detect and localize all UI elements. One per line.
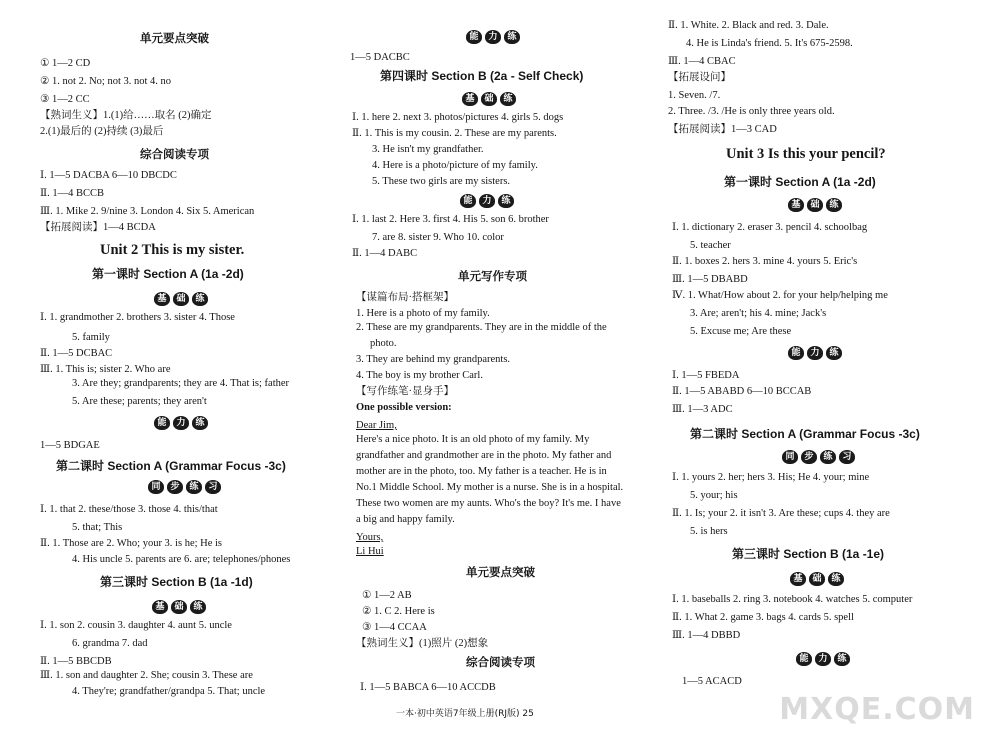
badge-char: 础 (481, 92, 497, 106)
col3-line: 5. your; his (690, 490, 738, 501)
col3-line: Ⅰ. 1. baseballs 2. ring 3. notebook 4. watches 5. computer (672, 594, 913, 605)
section-badge (462, 92, 516, 106)
col3-line: Ⅱ. 1—5 ABABD 6—10 BCCAB (672, 386, 812, 397)
col1-line: 【熟词生义】1.(1)给……取名 (2)确定 (40, 110, 212, 121)
page-footer: 一本·初中英语7年级上册(RJ版) 25 (396, 709, 534, 719)
badge-char: 步 (801, 450, 817, 464)
col3-line: Ⅲ. 1—4 CBAC (668, 56, 736, 67)
col1-line: Ⅲ. 1. Mike 2. 9/nine 3. London 4. Six 5. American (40, 206, 255, 217)
col1-line: Unit 2 This is my sister. (100, 242, 245, 258)
badge-char: 础 (173, 292, 189, 306)
col1-line: 4. They're; grandfather/grandpa 5. That; uncle (72, 686, 266, 697)
col2-line: Here's a nice photo. It is an old photo of my family. My (356, 434, 590, 445)
badge-char: 基 (788, 198, 804, 212)
col2-line: grandfather and grandmother are in the photo. My father and (356, 450, 612, 461)
col1-line: 6. grandma 7. dad (72, 638, 148, 649)
col3-line: 1. Seven. /7. (668, 90, 721, 101)
col3-line: Ⅲ. 1—3 ADC (672, 404, 733, 415)
col2-line: 综合阅读专项 (466, 655, 535, 669)
col2-line: Ⅱ. 1. This is my cousin. 2. These are my parents. (352, 128, 557, 139)
section-badge (148, 480, 221, 494)
col1-line: ② 1. not 2. No; not 3. not 4. no (40, 76, 172, 87)
badge-char: 力 (807, 346, 823, 360)
badge-char: 础 (807, 198, 823, 212)
col2-line: 2. These are my grandparents. They are in the middle of the (356, 322, 607, 333)
col1-line: Ⅲ. 1. son and daughter 2. She; cousin 3. These are (40, 670, 253, 681)
col1-line: 5. that; This (72, 522, 123, 533)
col2-line: Ⅰ. 1. last 2. Here 3. first 4. His 5. son 6. brother (352, 214, 549, 225)
col3-line: 第一课时 Section A (1a -2d) (724, 175, 876, 189)
col2-line: 5. These two girls are my sisters. (372, 176, 511, 187)
col3-line: Unit 3 Is this your pencil? (726, 146, 886, 162)
section-badge (466, 30, 520, 44)
col3-line: Ⅲ. 1—5 DBABD (672, 274, 748, 285)
col2-line: ① 1—2 AB (362, 590, 412, 601)
badge-char: 练 (820, 450, 836, 464)
section-badge (154, 416, 208, 430)
col2-line: 7. are 8. sister 9. Who 10. color (372, 232, 504, 243)
col3-line: Ⅰ. 1. dictionary 2. eraser 3. pencil 4. schoolbag (672, 222, 868, 233)
col3-line: Ⅰ. 1. yours 2. her; hers 3. His; He 4. your; mine (672, 472, 870, 483)
col1-line: Ⅱ. 1—5 DCBAC (40, 348, 113, 359)
badge-char: 力 (815, 652, 831, 666)
badge-char: 练 (826, 346, 842, 360)
col1-line: 5. Are these; parents; they aren't (72, 396, 207, 407)
col1-line: Ⅱ. 1—5 BBCDB (40, 656, 112, 667)
col2-line: No.1 Middle School. My mother is a nurse. She is in a hospital. (356, 482, 624, 493)
badge-char: 基 (152, 600, 168, 614)
col2-line: Ⅰ. 1—5 BABCA 6—10 ACCDB (360, 682, 496, 693)
col3-line: 第二课时 Section A (Grammar Focus -3c) (690, 427, 920, 441)
col1-line: 5. family (72, 332, 110, 343)
badge-char: 基 (154, 292, 170, 306)
col3-line: 3. Are; aren't; his 4. mine; Jack's (690, 308, 827, 319)
col1-line: Ⅱ. 1—4 BCCB (40, 188, 105, 199)
col1-line: 3. Are they; grandparents; they are 4. That is; father (72, 378, 290, 389)
badge-char: 基 (462, 92, 478, 106)
badge-char: 练 (192, 416, 208, 430)
col1-line: Ⅰ. 1—5 DACBA 6—10 DBCDC (40, 170, 177, 181)
col2-line: photo. (370, 338, 397, 349)
col2-line: 1—5 DACBC (350, 52, 410, 63)
badge-char: 同 (782, 450, 798, 464)
col3-line: 5. Excuse me; Are these (690, 326, 792, 337)
badge-char: 力 (485, 30, 501, 44)
col3-line: 5. is hers (690, 526, 728, 537)
section-badge (782, 450, 855, 464)
col2-line: These two women are my aunts. Who's the boy? It's me. I have (356, 498, 621, 509)
col3-line: 【拓展阅读】1—3 CAD (668, 124, 777, 135)
badge-char: 能 (796, 652, 812, 666)
col3-line: 5. teacher (690, 240, 731, 251)
badge-char: 基 (790, 572, 806, 586)
col3-line: Ⅱ. 1. boxes 2. hers 3. mine 4. yours 5. Eric's (672, 256, 858, 267)
section-badge (152, 600, 206, 614)
col2-line: 单元写作专项 (458, 269, 527, 283)
col1-line: 第二课时 Section A (Grammar Focus -3c) (56, 459, 286, 473)
badge-char: 练 (498, 194, 514, 208)
badge-char: 力 (173, 416, 189, 430)
badge-char: 练 (190, 600, 206, 614)
badge-char: 练 (826, 198, 842, 212)
badge-char: 练 (504, 30, 520, 44)
section-badge (460, 194, 514, 208)
col2-line: 单元要点突破 (466, 565, 535, 579)
section-badge (154, 292, 208, 306)
col2-line: Dear Jim, (356, 420, 397, 431)
badge-char: 力 (479, 194, 495, 208)
col2-line: 【写作练笔·显身手】 (356, 386, 454, 397)
col2-line: a big and happy family. (356, 514, 455, 525)
badge-char: 步 (167, 480, 183, 494)
col2-line: 3. They are behind my grandparents. (356, 354, 511, 365)
badge-char: 练 (828, 572, 844, 586)
badge-char: 能 (460, 194, 476, 208)
col2-line: 第四课时 Section B (2a - Self Check) (380, 69, 584, 83)
col1-line: 2.(1)最后的 (2)持续 (3)最后 (40, 126, 164, 137)
col1-line: 单元要点突破 (140, 31, 209, 45)
section-badge (796, 652, 850, 666)
col3-line: 2. Three. /3. /He is only three years old. (668, 106, 835, 117)
col3-line: 1—5 ACACD (682, 676, 742, 687)
col2-line: 1. Here is a photo of my family. (356, 308, 490, 319)
col2-line: mother are in the photo, too. My father is a teacher. He is in (356, 466, 607, 477)
section-badge (788, 198, 842, 212)
col3-line: Ⅱ. 1. Is; your 2. it isn't 3. Are these; cups 4. they are (672, 508, 890, 519)
col2-line: Yours, (356, 532, 384, 543)
col1-line: Ⅰ. 1. son 2. cousin 3. daughter 4. aunt 5. uncle (40, 620, 232, 631)
section-badge (790, 572, 844, 586)
col2-line: Li Hui (356, 546, 384, 557)
col1-line: 【拓展阅读】1—4 BCDA (40, 222, 156, 233)
col3-line: Ⅱ. 1. What 2. game 3. bags 4. cards 5. spell (672, 612, 854, 623)
col3-line: Ⅱ. 1. White. 2. Black and red. 3. Dale. (668, 20, 829, 31)
badge-char: 同 (148, 480, 164, 494)
col2-line: Ⅰ. 1. here 2. next 3. photos/pictures 4. girls 5. dogs (352, 112, 564, 123)
col2-line: ③ 1—4 CCAA (362, 622, 427, 633)
col1-line: ③ 1—2 CC (40, 94, 90, 105)
col3-line: Ⅰ. 1—5 FBEDA (672, 370, 740, 381)
col2-line: Ⅱ. 1—4 DABC (352, 248, 418, 259)
badge-char: 能 (788, 346, 804, 360)
col2-line: 【谋篇布局·搭框架】 (356, 292, 454, 303)
col1-line: Ⅰ. 1. grandmother 2. brothers 3. sister 4. Those (40, 312, 235, 323)
col3-line: Ⅲ. 1—4 DBBD (672, 630, 741, 641)
col3-line: 【拓展设问】 (668, 72, 731, 83)
section-badge (788, 346, 842, 360)
col1-line: Ⅱ. 1. Those are 2. Who; your 3. is he; He is (40, 538, 223, 549)
col1-line: Ⅲ. 1. This is; sister 2. Who are (40, 364, 171, 375)
col2-line: 4. Here is a photo/picture of my family. (372, 160, 538, 171)
col3-line: 第三课时 Section B (1a -1e) (732, 547, 885, 561)
col1-line: 第一课时 Section A (1a -2d) (92, 267, 244, 281)
col2-line: 【熟词生义】(1)照片 (2)想象 (356, 638, 489, 649)
badge-char: 练 (192, 292, 208, 306)
badge-char: 习 (205, 480, 221, 494)
badge-char: 能 (466, 30, 482, 44)
col1-line: 综合阅读专项 (140, 147, 209, 161)
badge-char: 础 (171, 600, 187, 614)
badge-char: 础 (809, 572, 825, 586)
badge-char: 练 (500, 92, 516, 106)
col1-line: 1—5 BDGAE (40, 440, 100, 451)
col2-line: 4. The boy is my brother Carl. (356, 370, 483, 381)
badge-char: 能 (154, 416, 170, 430)
badge-char: 习 (839, 450, 855, 464)
badge-char: 练 (834, 652, 850, 666)
col1-line: ① 1—2 CD (40, 58, 91, 69)
col1-line: Ⅰ. 1. that 2. these/those 3. those 4. this/that (40, 504, 218, 515)
col3-line: Ⅳ. 1. What/How about 2. for your help/helping me (672, 290, 888, 301)
col2-line: One possible version: (356, 402, 452, 413)
col2-line: ② 1. C 2. Here is (362, 606, 435, 617)
badge-char: 练 (186, 480, 202, 494)
col1-line: 第三课时 Section B (1a -1d) (100, 575, 253, 589)
col1-line: 4. His uncle 5. parents are 6. are; telephones/phones (72, 554, 291, 565)
watermark: MXQE.COM (779, 692, 975, 727)
col2-line: 3. He isn't my grandfather. (372, 144, 484, 155)
col3-line: 4. He is Linda's friend. 5. It's 675-2598. (686, 38, 853, 49)
